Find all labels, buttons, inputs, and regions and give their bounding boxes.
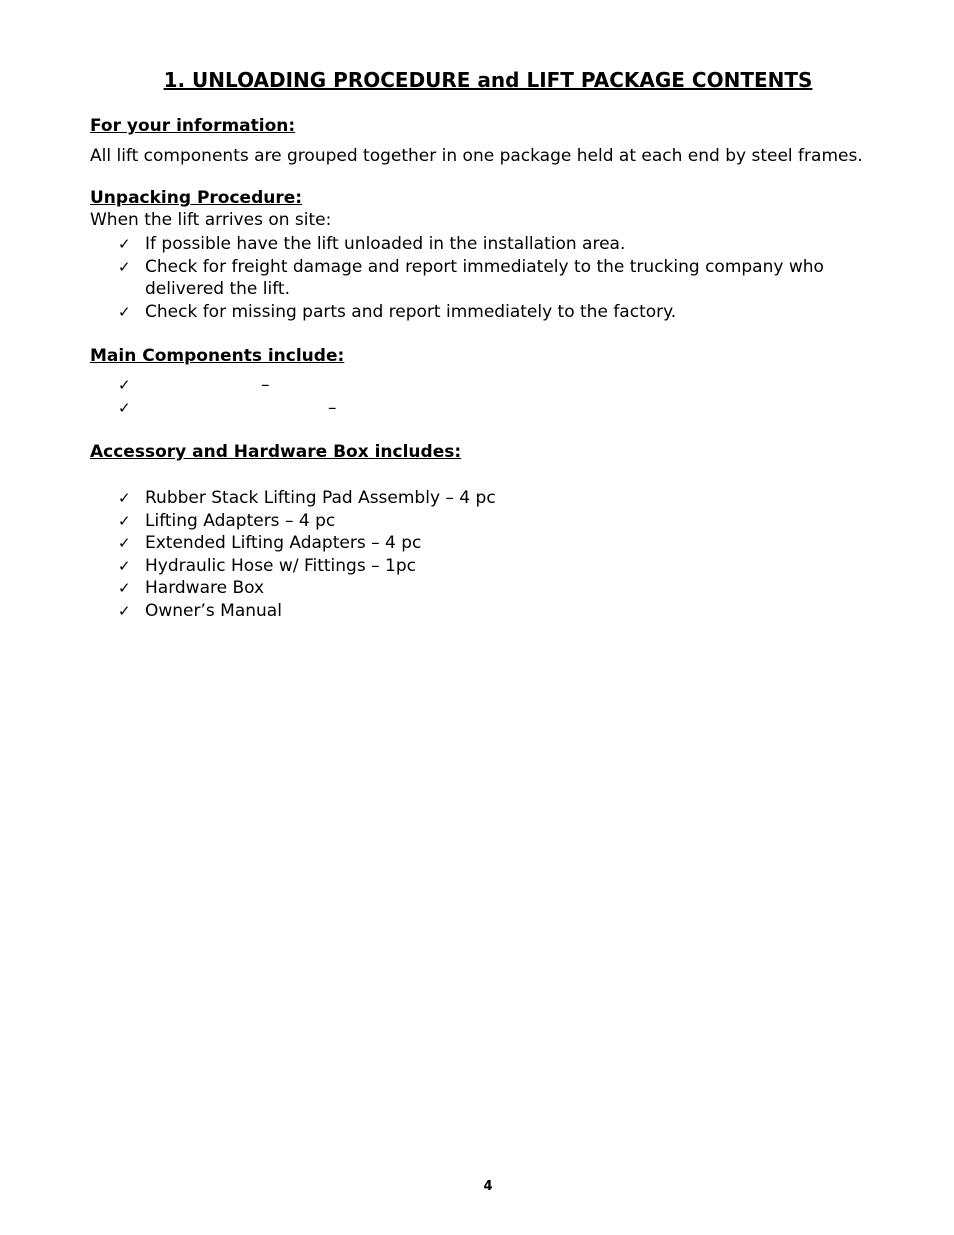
list-item-text: Rubber Stack Lifting Pad Assembly – 4 pc bbox=[145, 488, 496, 508]
unpacking-list bbox=[118, 233, 890, 323]
check-icon: ✓ bbox=[118, 235, 131, 253]
check-icon: ✓ bbox=[118, 534, 131, 553]
main-components-heading: Main Components include: bbox=[90, 346, 345, 366]
list-item-text: Check for missing parts and report immediately to the factory. bbox=[145, 301, 677, 322]
check-icon: ✓ bbox=[118, 257, 131, 276]
list-item-text: Lifting Adapters – 4 pc bbox=[145, 510, 336, 531]
info-heading: For your information: bbox=[90, 116, 296, 136]
list-item-text: Check for freight damage and report immediately to the trucking company who delivered the lift. bbox=[145, 256, 824, 300]
list-item-text: If possible have the lift unloaded in the installation area. bbox=[145, 234, 626, 254]
list-item bbox=[118, 555, 496, 578]
check-icon: ✓ bbox=[118, 302, 131, 321]
list-item bbox=[118, 600, 496, 623]
check-icon: ✓ bbox=[118, 579, 131, 598]
check-icon: ✓ bbox=[118, 489, 131, 507]
list-item-text: Extended Lifting Adapters – 4 pc bbox=[145, 533, 422, 554]
accessory-heading: Accessory and Hardware Box includes: bbox=[90, 442, 462, 462]
list-item bbox=[118, 510, 496, 533]
unpacking-heading: Unpacking Procedure: bbox=[90, 188, 303, 208]
list-item-text: Hydraulic Hose w/ Fittings – 1pc bbox=[145, 555, 416, 576]
main-components-list bbox=[118, 374, 337, 419]
list-item-text: Owner’s Manual bbox=[145, 600, 282, 621]
list-item bbox=[118, 577, 496, 600]
list-item bbox=[118, 487, 496, 510]
check-icon: ✓ bbox=[118, 601, 131, 620]
dash-separator: – bbox=[328, 397, 337, 418]
list-item bbox=[118, 256, 890, 301]
list-item bbox=[118, 532, 496, 555]
list-item bbox=[118, 397, 337, 420]
check-icon: ✓ bbox=[118, 398, 131, 417]
check-icon: ✓ bbox=[118, 511, 131, 530]
page-title: 1. UNLOADING PROCEDURE and LIFT PACKAGE CONTENTS bbox=[163, 68, 813, 92]
list-item bbox=[118, 233, 890, 256]
check-icon: ✓ bbox=[118, 376, 131, 394]
list-item bbox=[118, 301, 890, 324]
page-number: 4 bbox=[483, 1179, 493, 1194]
list-item bbox=[118, 374, 270, 397]
unpacking-intro: When the lift arrives on site: bbox=[90, 210, 332, 230]
info-text: All lift components are grouped together in one package held at each end by steel frames. bbox=[90, 146, 863, 166]
check-icon: ✓ bbox=[118, 556, 131, 575]
list-item-text: Hardware Box bbox=[145, 578, 265, 599]
dash-separator: – bbox=[261, 375, 270, 395]
accessory-list bbox=[118, 487, 496, 623]
